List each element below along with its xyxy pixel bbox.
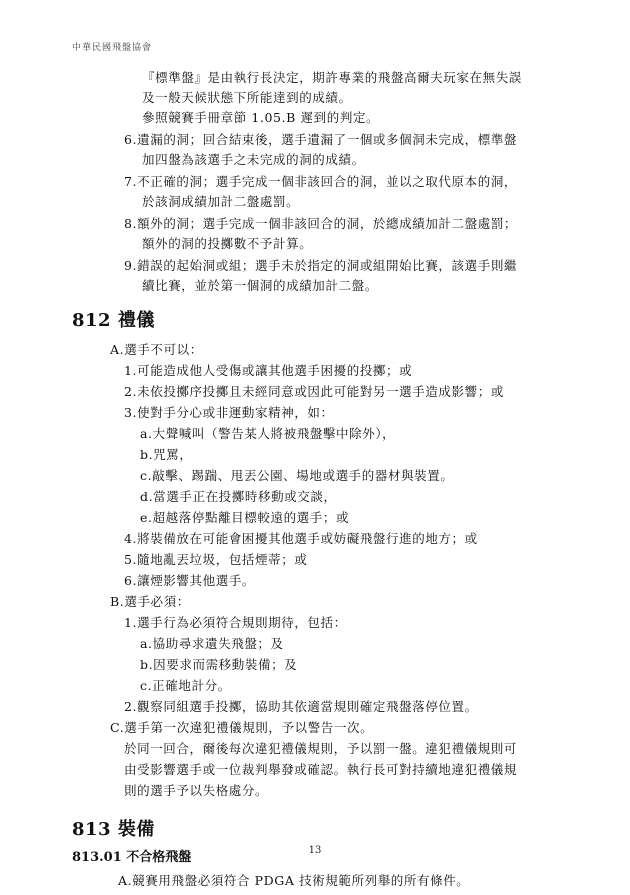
text-line-b1b: b.因要求而需移動裝備；及 xyxy=(140,657,298,672)
text-line-a2: 2.未依投擲序投擲且未經同意或因此可能對另一選手造成影響；或 xyxy=(124,384,504,399)
text-line-b1a: a.協助尋求遺失飛盤；及 xyxy=(140,636,284,651)
text-line-c3: 則的選手予以失格處分。 xyxy=(124,783,269,798)
text-line-p5: 加四盤為該選手之未完成的洞的成績。 xyxy=(142,152,365,167)
text-line-c: C.選手第一次違犯禮儀規則，予以警告一次。 xyxy=(110,720,374,735)
text-line-p2: 及一般天候狀態下所能達到的成績。 xyxy=(142,90,352,105)
text-line-p8: 8.額外的洞；選手完成一個非該回合的洞，於總成績加計二盤處罰； xyxy=(124,216,518,231)
text-line-p1: 『標準盤』是由執行長決定，期許專業的飛盤高爾夫玩家在無失誤 xyxy=(142,70,522,85)
text-line-p7: 於該洞成績加計二盤處罰。 xyxy=(142,194,300,209)
text-line-a3b: b.咒罵， xyxy=(140,447,193,462)
section-heading-h813: 813 裝備 xyxy=(72,819,155,840)
text-line-a3a: a.大聲喊叫（警告某人將被飛盤擊中除外）， xyxy=(140,426,396,441)
text-line-b1c: c.正確地計分。 xyxy=(140,678,231,693)
text-line-p10: 9.錯誤的起始洞或組；選手未於指定的洞或組開始比賽，該選手則繼 xyxy=(124,258,518,273)
text-line-c2: 由受影響選手或一位裁判舉發或確認。執行長可對持續地違犯禮儀規 xyxy=(124,762,518,777)
text-line-b1: 1.選手行為必須符合規則期待，包括： xyxy=(124,615,347,630)
text-line-a3c: c.敲擊、踢踹、甩丟公園、場地或選手的器材與裝置。 xyxy=(140,468,454,483)
text-line-a5: 5.隨地亂丟垃圾，包括煙蒂；或 xyxy=(124,552,308,567)
text-line-a3e: e.超越落停點離目標較遠的選手；或 xyxy=(140,510,350,525)
text-line-p3: 參照競賽手冊章節 1.05.B 遲到的判定。 xyxy=(142,110,380,125)
text-line-p6: 7.不正確的洞；選手完成一個非該回合的洞，並以之取代原本的洞， xyxy=(124,174,518,189)
text-line-p9: 額外的洞的投擲數不予計算。 xyxy=(142,236,313,251)
text-line-b: B.選手必須： xyxy=(110,594,190,609)
text-line-a6: 6.讓煙影響其他選手。 xyxy=(124,573,256,588)
text-line-a3: 3.使對手分心或非運動家精神，如： xyxy=(124,405,334,420)
running-header: 中華民國飛盤協會 xyxy=(72,43,153,53)
text-line-p11: 續比賽，並於第一個洞的成績加計二盤。 xyxy=(142,278,378,293)
text-line-a: A.選手不可以： xyxy=(110,342,203,357)
page-number: 13 xyxy=(308,845,322,856)
text-line-p4: 6.遺漏的洞；回合結束後，選手遺漏了一個或多個洞未完成，標準盤 xyxy=(124,132,518,147)
text-line-a1: 1.可能造成他人受傷或讓其他選手困擾的投擲；或 xyxy=(124,363,413,378)
section-heading-h81301: 813.01 不合格飛盤 xyxy=(72,850,192,865)
text-line-b2: 2.觀察同組選手投擲，協助其依適當規則確定飛盤落停位置。 xyxy=(124,699,478,714)
text-line-d1: A.競賽用飛盤必須符合 PDGA 技術規範所列舉的所有條件。 xyxy=(118,873,470,888)
text-line-a3d: d.當選手正在投擲時移動或交談， xyxy=(140,489,337,504)
text-line-a4: 4.將裝備放在可能會困擾其他選手或妨礙飛盤行進的地方；或 xyxy=(124,531,478,546)
text-line-c1: 於同一回合，爾後每次違犯禮儀規則，予以罰一盤。違犯禮儀規則可 xyxy=(124,741,518,756)
section-heading-h812: 812 禮儀 xyxy=(72,310,155,331)
